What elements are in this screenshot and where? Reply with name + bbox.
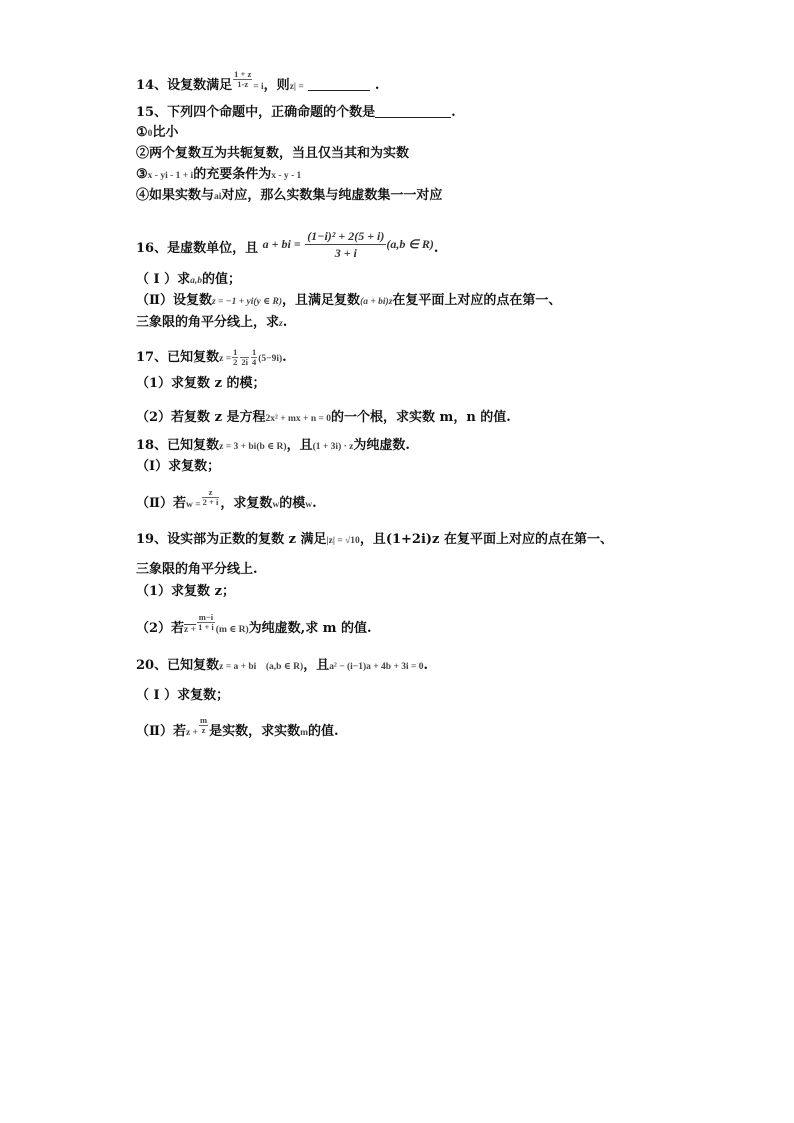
q16-number: 16、 bbox=[136, 241, 168, 256]
q20-line: 20、已知复数z = a + bi (a,b ∈ R)，且a² − (i−1)a + 4b + 3i = 0. bbox=[136, 658, 429, 673]
q16-math-lhs: a + bi = bbox=[262, 237, 301, 251]
q17-part2: （2）若复数 z 是方程2x² + mx + n = 0的一个根，求实数 m，n 的值. bbox=[136, 410, 511, 425]
q16-math-cond: (a,b ∈ R) bbox=[386, 237, 434, 251]
q16-text: 是虚数单位，且 bbox=[167, 241, 259, 256]
q15-item-4: ④如果实数与ai对应，那么实数集与纯虚数集一一对应 bbox=[136, 188, 443, 203]
q16-part2: （Ⅱ）设复数z = −1 + yi(y ∈ R)，且满足复数(a + bi)z在复平面上对应的点在第一、 bbox=[136, 293, 562, 308]
q19-part2: （2）若z + $\frac{m-i}{1 + i}$ (m ∈ R)为纯虚数,求 m 的值. bbox=[136, 612, 372, 636]
q16-part1: （ I ）求a,b的值； bbox=[136, 272, 242, 287]
q15-answer-blank bbox=[375, 105, 451, 118]
q20-text: 已知复数 bbox=[167, 658, 220, 673]
q14-number: 14、 bbox=[136, 78, 168, 93]
q17-text: 已知复数 bbox=[167, 350, 220, 365]
q20-number: 20、 bbox=[136, 658, 168, 673]
q18-number: 18、 bbox=[136, 438, 168, 453]
q18-part1: （I）求复数； bbox=[136, 459, 221, 474]
q15-item-2: ②两个复数互为共轭复数，当且仅当其和为实数 bbox=[136, 146, 410, 161]
q15-text: 下列四个命题中，正确命题的个数是 bbox=[167, 105, 376, 120]
q14-math-z: z| = bbox=[289, 82, 304, 92]
q14-mid-text: ，则 bbox=[263, 78, 290, 93]
q19-line-cont: 三象限的角平分线上. bbox=[136, 562, 258, 577]
q15-line: 15、下列四个命题中，正确命题的个数是 . bbox=[136, 105, 456, 120]
q14-text: 设复数满足 bbox=[167, 78, 233, 93]
q14-fraction: $\frac{1 + z}{1-z}$ bbox=[234, 69, 252, 89]
q16-fraction: $\frac{\text{(1−i)² + 2(5 + i)}}{3 + i}$ bbox=[307, 229, 385, 260]
q18-part2: （Ⅱ）若w = $\frac{z}{2 + i}$ ，求复数w的模w. bbox=[136, 487, 317, 511]
q20-part2: （Ⅱ）若z + $\frac{m}{z}$ 是实数，求实数m的值. bbox=[136, 715, 339, 739]
q17-number: 17、 bbox=[136, 350, 168, 365]
q15-item-1: ①0比小 bbox=[136, 125, 179, 140]
q16-line: 16、是虚数单位，且 a + bi = $\frac{\text{(1−i)² + 2(5 + i)}}{3 + i}$ (a,b ∈ R). bbox=[136, 229, 439, 260]
q20-part1: （ I ）求复数； bbox=[136, 688, 230, 703]
q17-line: 17、已知复数z = $\frac{1}{2}$ 2i $\frac{1}{4}$ (5−9i). bbox=[136, 347, 287, 367]
q14-math-rhs: = i bbox=[253, 82, 264, 92]
q14-answer-blank bbox=[308, 78, 370, 91]
q19-part1: （1）求复数 z； bbox=[136, 584, 235, 599]
q19-number: 19、 bbox=[136, 532, 168, 547]
q16-part2-cont: 三象限的角平分线上，求z. bbox=[136, 315, 288, 330]
q17-part1: （1）求复数 z 的模； bbox=[136, 376, 266, 391]
q15-item-3: ③x - yi - 1 + i的充要条件为x - y - 1 bbox=[136, 167, 302, 182]
q19-line: 19、设实部为正数的复数 z 满足|z| = √10，且(1+2i)z 在复平面上对应的点在第一、 bbox=[136, 532, 613, 547]
q14-line: 14、设复数满足 $\frac{1 + z}{1-z}$ = i，则z| = . bbox=[136, 69, 380, 93]
q15-number: 15、 bbox=[136, 105, 168, 120]
q18-text: 已知复数 bbox=[167, 438, 220, 453]
q19-text: 设实部为正数的复数 z 满足 bbox=[167, 532, 327, 547]
q18-line: 18、已知复数z = 3 + bi(b ∈ R)，且(1 + 3i) · z为纯虚数. bbox=[136, 438, 410, 453]
